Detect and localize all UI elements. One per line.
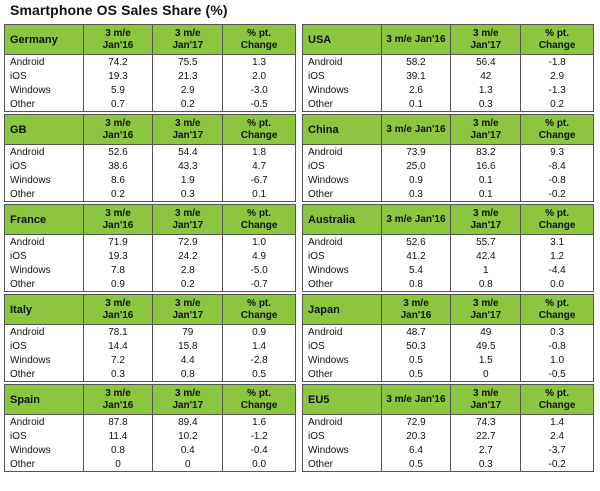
value-change: -4.4 xyxy=(521,263,594,277)
os-label: Android xyxy=(5,415,84,430)
value-jan16: 6.4 xyxy=(381,443,451,457)
value-change: 1.4 xyxy=(223,339,296,353)
table-row xyxy=(303,263,594,277)
table-row xyxy=(303,97,594,112)
value-jan16: 2.6 xyxy=(381,83,451,97)
value-jan16: 19.3 xyxy=(83,69,153,83)
value-jan17: 0.3 xyxy=(153,187,223,202)
value-change: -2.8 xyxy=(223,353,296,367)
table-row xyxy=(5,263,296,277)
os-label: Android xyxy=(303,325,382,340)
os-label: Other xyxy=(5,277,84,292)
value-jan16: 0.5 xyxy=(381,353,451,367)
value-jan17: 0.1 xyxy=(451,173,521,187)
value-change: -6.7 xyxy=(223,173,296,187)
value-jan16: 52.6 xyxy=(381,235,451,250)
value-jan16: 78.1 xyxy=(83,325,153,340)
table-row xyxy=(5,415,296,430)
header-jan16: 3 m/e Jan'16 xyxy=(381,295,451,325)
table-row xyxy=(5,69,296,83)
value-change: -3.7 xyxy=(521,443,594,457)
value-change: 2.9 xyxy=(521,69,594,83)
table-row xyxy=(303,353,594,367)
sales-table xyxy=(4,114,296,202)
value-jan17: 42.4 xyxy=(451,249,521,263)
value-jan16: 0.8 xyxy=(83,443,153,457)
table-row xyxy=(303,339,594,353)
value-jan16: 0.2 xyxy=(83,187,153,202)
table-row xyxy=(303,187,594,202)
os-label: iOS xyxy=(5,159,84,173)
sales-table xyxy=(4,204,296,292)
sales-table xyxy=(302,204,594,292)
table-row xyxy=(303,277,594,292)
header-change: % pt. Change xyxy=(223,25,296,55)
header-jan17: 3 m/e Jan'17 xyxy=(153,115,223,145)
header-change: % pt. Change xyxy=(521,385,594,415)
header-jan16: 3 m/e Jan'16 xyxy=(83,25,153,55)
table-row xyxy=(5,325,296,340)
value-jan16: 52.6 xyxy=(83,145,153,160)
value-jan17: 4.4 xyxy=(153,353,223,367)
value-jan17: 1.5 xyxy=(451,353,521,367)
value-jan17: 49 xyxy=(451,325,521,340)
table-row xyxy=(5,277,296,292)
value-jan17: 0.8 xyxy=(153,367,223,382)
country-name: China xyxy=(303,115,382,145)
value-jan16: 0.3 xyxy=(381,187,451,202)
value-jan16: 58.2 xyxy=(381,55,451,70)
header-change: % pt. Change xyxy=(521,295,594,325)
table-row xyxy=(303,159,594,173)
value-jan17: 10.2 xyxy=(153,429,223,443)
country-table-china xyxy=(302,114,594,204)
header-jan16: 3 m/e Jan'16 xyxy=(381,385,451,415)
os-label: Android xyxy=(303,415,382,430)
table-row xyxy=(303,443,594,457)
os-label: Other xyxy=(5,367,84,382)
table-row xyxy=(303,235,594,250)
value-change: 0.2 xyxy=(521,97,594,112)
value-jan16: 48.7 xyxy=(381,325,451,340)
value-change: 1.6 xyxy=(223,415,296,430)
value-jan16: 72.9 xyxy=(381,415,451,430)
os-label: Android xyxy=(303,55,382,70)
value-jan17: 43.3 xyxy=(153,159,223,173)
header-jan17: 3 m/e Jan'17 xyxy=(451,115,521,145)
value-jan16: 0.1 xyxy=(381,97,451,112)
value-jan17: 0.4 xyxy=(153,443,223,457)
table-row xyxy=(5,339,296,353)
sales-table xyxy=(4,294,296,382)
header-jan17: 3 m/e Jan'17 xyxy=(451,25,521,55)
value-jan16: 71.9 xyxy=(83,235,153,250)
value-jan17: 0.2 xyxy=(153,97,223,112)
value-change: -3.0 xyxy=(223,83,296,97)
os-label: iOS xyxy=(303,249,382,263)
country-table-australia xyxy=(302,204,594,294)
os-label: Windows xyxy=(5,263,84,277)
value-jan17: 83.2 xyxy=(451,145,521,160)
country-name: EU5 xyxy=(303,385,382,415)
table-row xyxy=(5,83,296,97)
value-jan16: 74.2 xyxy=(83,55,153,70)
country-table-gb xyxy=(4,114,296,204)
os-label: Windows xyxy=(303,443,382,457)
os-label: iOS xyxy=(5,69,84,83)
table-row xyxy=(5,367,296,382)
page-title: Smartphone OS Sales Share (%) xyxy=(10,2,228,18)
value-change: -0.4 xyxy=(223,443,296,457)
value-jan17: 2.7 xyxy=(451,443,521,457)
os-label: Windows xyxy=(5,83,84,97)
os-label: Other xyxy=(303,367,382,382)
value-change: -0.2 xyxy=(521,457,594,472)
header-jan17: 3 m/e Jan'17 xyxy=(153,25,223,55)
country-name: Japan xyxy=(303,295,382,325)
value-jan17: 0.1 xyxy=(451,187,521,202)
value-jan16: 50.3 xyxy=(381,339,451,353)
country-name: GB xyxy=(5,115,84,145)
table-row xyxy=(303,55,594,70)
value-change: 1.0 xyxy=(521,353,594,367)
value-jan16: 0 xyxy=(83,457,153,472)
value-jan17: 0.3 xyxy=(451,457,521,472)
value-jan16: 0.9 xyxy=(83,277,153,292)
os-label: Windows xyxy=(303,263,382,277)
table-row xyxy=(303,69,594,83)
country-table-usa xyxy=(302,24,594,114)
header-change: % pt. Change xyxy=(223,205,296,235)
value-change: -0.5 xyxy=(223,97,296,112)
value-jan17: 89.4 xyxy=(153,415,223,430)
os-label: Android xyxy=(5,145,84,160)
header-jan17: 3 m/e Jan'17 xyxy=(451,295,521,325)
table-row xyxy=(5,173,296,187)
header-jan17: 3 m/e Jan'17 xyxy=(153,385,223,415)
table-row xyxy=(5,443,296,457)
table-row xyxy=(5,159,296,173)
header-jan17: 3 m/e Jan'17 xyxy=(153,295,223,325)
value-change: -1.2 xyxy=(223,429,296,443)
country-name: Germany xyxy=(5,25,84,55)
country-table-spain xyxy=(4,384,296,474)
country-table-italy xyxy=(4,294,296,384)
value-change: -1.8 xyxy=(521,55,594,70)
value-change: 0.0 xyxy=(521,277,594,292)
table-row xyxy=(303,457,594,472)
header-change: % pt. Change xyxy=(521,25,594,55)
header-jan16: 3 m/e Jan'16 xyxy=(381,205,451,235)
value-jan16: 41.2 xyxy=(381,249,451,263)
table-row xyxy=(5,457,296,472)
os-label: iOS xyxy=(303,339,382,353)
value-jan17: 1 xyxy=(451,263,521,277)
value-change: 0.9 xyxy=(223,325,296,340)
value-jan16: 87.8 xyxy=(83,415,153,430)
value-change: 2.4 xyxy=(521,429,594,443)
header-jan16: 3 m/e Jan'16 xyxy=(83,115,153,145)
os-label: Windows xyxy=(303,353,382,367)
header-jan17: 3 m/e Jan'17 xyxy=(451,205,521,235)
value-jan17: 42 xyxy=(451,69,521,83)
country-name: Italy xyxy=(5,295,84,325)
os-label: Other xyxy=(303,457,382,472)
value-jan17: 74.3 xyxy=(451,415,521,430)
country-name: USA xyxy=(303,25,382,55)
value-change: 3.1 xyxy=(521,235,594,250)
value-jan17: 24.2 xyxy=(153,249,223,263)
value-jan17: 0.8 xyxy=(451,277,521,292)
os-label: Windows xyxy=(303,173,382,187)
value-jan16: 0.5 xyxy=(381,457,451,472)
value-jan16: 5.4 xyxy=(381,263,451,277)
value-jan17: 79 xyxy=(153,325,223,340)
header-jan16: 3 m/e Jan'16 xyxy=(83,295,153,325)
value-jan17: 0.3 xyxy=(451,97,521,112)
value-jan16: 7.8 xyxy=(83,263,153,277)
value-jan17: 1.9 xyxy=(153,173,223,187)
table-row xyxy=(303,145,594,160)
value-change: -0.2 xyxy=(521,187,594,202)
country-name: Spain xyxy=(5,385,84,415)
os-label: iOS xyxy=(5,249,84,263)
value-jan16: 0.9 xyxy=(381,173,451,187)
value-jan17: 54.4 xyxy=(153,145,223,160)
table-row xyxy=(5,55,296,70)
value-jan16: 20.3 xyxy=(381,429,451,443)
value-jan16: 39.1 xyxy=(381,69,451,83)
value-change: -5.0 xyxy=(223,263,296,277)
value-jan17: 2.8 xyxy=(153,263,223,277)
value-jan16: 25.0 xyxy=(381,159,451,173)
value-jan16: 5.9 xyxy=(83,83,153,97)
header-jan16: 3 m/e Jan'16 xyxy=(381,25,451,55)
os-label: iOS xyxy=(303,429,382,443)
header-jan16: 3 m/e Jan'16 xyxy=(83,385,153,415)
os-label: Android xyxy=(303,145,382,160)
value-jan17: 15.8 xyxy=(153,339,223,353)
value-jan17: 21.3 xyxy=(153,69,223,83)
sales-table xyxy=(302,294,594,382)
value-jan17: 16.6 xyxy=(451,159,521,173)
os-label: iOS xyxy=(303,69,382,83)
os-label: Other xyxy=(5,187,84,202)
os-label: Windows xyxy=(303,83,382,97)
country-table-germany xyxy=(4,24,296,114)
value-jan16: 11.4 xyxy=(83,429,153,443)
value-change: 2.0 xyxy=(223,69,296,83)
value-change: 0.5 xyxy=(223,367,296,382)
header-change: % pt. Change xyxy=(223,385,296,415)
value-jan16: 14.4 xyxy=(83,339,153,353)
header-change: % pt. Change xyxy=(223,295,296,325)
table-row xyxy=(5,145,296,160)
value-jan17: 0 xyxy=(451,367,521,382)
sales-table xyxy=(302,24,594,112)
table-row xyxy=(5,235,296,250)
value-change: -0.7 xyxy=(223,277,296,292)
value-jan16: 7.2 xyxy=(83,353,153,367)
value-jan16: 0.5 xyxy=(381,367,451,382)
sales-table xyxy=(302,114,594,202)
header-change: % pt. Change xyxy=(223,115,296,145)
table-row xyxy=(303,367,594,382)
table-row xyxy=(303,429,594,443)
os-label: Windows xyxy=(5,443,84,457)
value-change: -0.8 xyxy=(521,339,594,353)
os-label: iOS xyxy=(303,159,382,173)
table-row xyxy=(5,187,296,202)
value-jan17: 22.7 xyxy=(451,429,521,443)
os-label: Windows xyxy=(5,353,84,367)
header-change: % pt. Change xyxy=(521,205,594,235)
sales-table xyxy=(302,384,594,472)
header-jan17: 3 m/e Jan'17 xyxy=(451,385,521,415)
sales-table xyxy=(4,24,296,112)
table-row xyxy=(303,83,594,97)
os-label: Android xyxy=(5,325,84,340)
value-change: 0.1 xyxy=(223,187,296,202)
os-label: Other xyxy=(5,97,84,112)
value-jan17: 72.9 xyxy=(153,235,223,250)
value-jan17: 1.3 xyxy=(451,83,521,97)
value-jan17: 49.5 xyxy=(451,339,521,353)
table-row xyxy=(5,97,296,112)
country-name: France xyxy=(5,205,84,235)
value-change: 1.0 xyxy=(223,235,296,250)
value-jan17: 2.9 xyxy=(153,83,223,97)
os-label: Android xyxy=(5,235,84,250)
country-name: Australia xyxy=(303,205,382,235)
table-row xyxy=(5,429,296,443)
value-change: 1.3 xyxy=(223,55,296,70)
value-change: 0.0 xyxy=(223,457,296,472)
os-label: Other xyxy=(5,457,84,472)
value-jan16: 0.7 xyxy=(83,97,153,112)
value-change: 1.8 xyxy=(223,145,296,160)
value-jan17: 0.2 xyxy=(153,277,223,292)
value-change: -1.3 xyxy=(521,83,594,97)
os-label: iOS xyxy=(5,429,84,443)
value-jan16: 8.6 xyxy=(83,173,153,187)
value-change: 1.2 xyxy=(521,249,594,263)
value-change: 4.9 xyxy=(223,249,296,263)
table-row xyxy=(5,249,296,263)
table-row xyxy=(303,173,594,187)
country-table-japan xyxy=(302,294,594,384)
header-change: % pt. Change xyxy=(521,115,594,145)
value-jan17: 56.4 xyxy=(451,55,521,70)
value-change: 9.3 xyxy=(521,145,594,160)
value-change: -0.8 xyxy=(521,173,594,187)
header-jan17: 3 m/e Jan'17 xyxy=(153,205,223,235)
value-jan17: 55.7 xyxy=(451,235,521,250)
os-label: Other xyxy=(303,97,382,112)
os-label: Other xyxy=(303,187,382,202)
table-row xyxy=(303,325,594,340)
value-change: 4.7 xyxy=(223,159,296,173)
header-jan16: 3 m/e Jan'16 xyxy=(381,115,451,145)
sales-table xyxy=(4,384,296,472)
header-jan16: 3 m/e Jan'16 xyxy=(83,205,153,235)
country-table-eu5 xyxy=(302,384,594,474)
value-jan16: 0.3 xyxy=(83,367,153,382)
value-jan16: 38.6 xyxy=(83,159,153,173)
os-label: Android xyxy=(303,235,382,250)
os-label: iOS xyxy=(5,339,84,353)
value-change: -8.4 xyxy=(521,159,594,173)
table-row xyxy=(303,415,594,430)
country-table-france xyxy=(4,204,296,294)
value-jan16: 73.9 xyxy=(381,145,451,160)
os-label: Windows xyxy=(5,173,84,187)
value-change: 1.4 xyxy=(521,415,594,430)
table-row xyxy=(303,249,594,263)
value-change: -0.5 xyxy=(521,367,594,382)
os-label: Other xyxy=(303,277,382,292)
value-jan16: 0.8 xyxy=(381,277,451,292)
os-label: Android xyxy=(5,55,84,70)
value-change: 0.3 xyxy=(521,325,594,340)
table-row xyxy=(5,353,296,367)
value-jan16: 19.3 xyxy=(83,249,153,263)
value-jan17: 0 xyxy=(153,457,223,472)
value-jan17: 75.5 xyxy=(153,55,223,70)
